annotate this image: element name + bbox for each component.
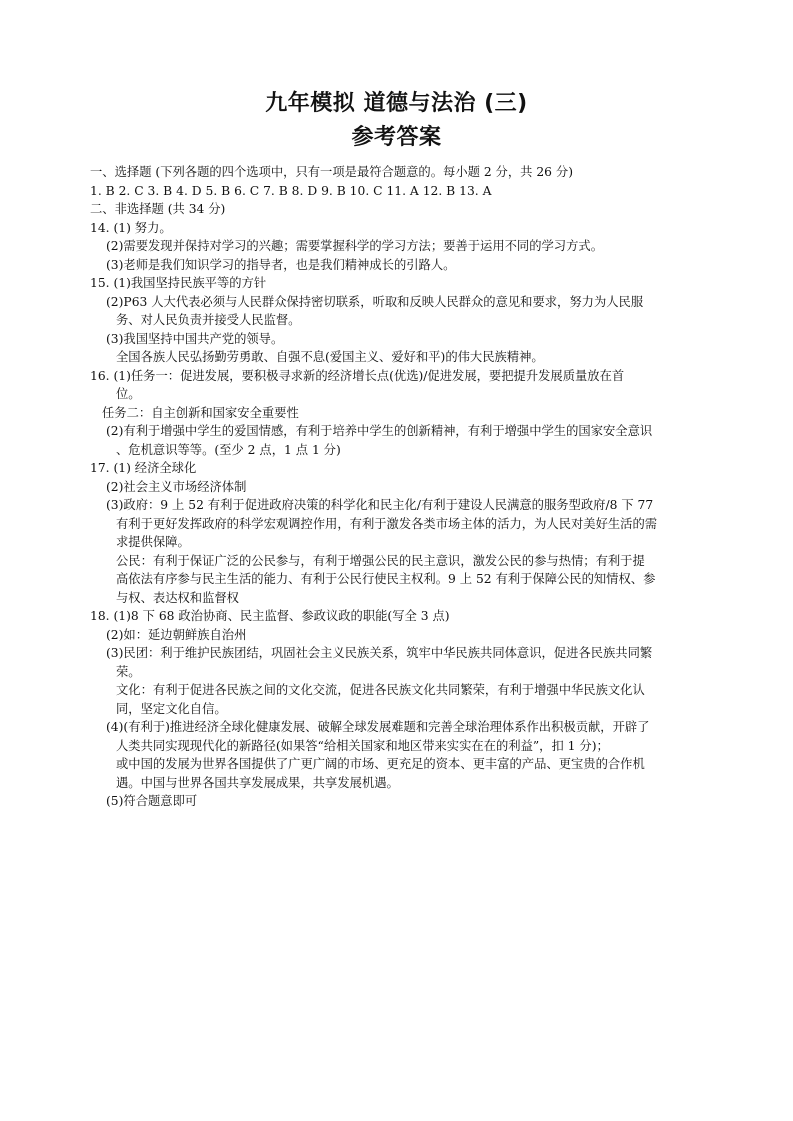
q14-part1: 14. (1) 努力。 bbox=[90, 220, 172, 235]
q15-part3: (3)我国坚持中国共产党的领导。 bbox=[106, 331, 284, 346]
q18-part4-cont1: 人类共同实现现代化的新路径(如果答“给相关国家和地区带来实实在在的利益”，扣 1 分)； bbox=[116, 738, 609, 753]
q17-part2: (2)社会主义市场经济体制 bbox=[106, 479, 247, 494]
q18-part4-cont3: 遇。中国与世界各国共享发展成果，共享发展机遇。 bbox=[116, 775, 399, 790]
answer-content bbox=[90, 163, 740, 811]
q16-task2: 任务二：自主创新和国家安全重要性 bbox=[102, 405, 299, 420]
q17-citizen-cont1: 高依法有序参与民主生活的能力、有利于公民行使民主权利。9 上 52 有利于保障公民的知情权、参 bbox=[116, 572, 656, 586]
q18-part2: (2)如：延边朝鲜族自治州 bbox=[106, 627, 247, 642]
q16-part1: 16. (1)任务一：促进发展，要积极寻求新的经济增长点(优选)/促进发展，要把提升发展质量放在首 bbox=[90, 368, 625, 383]
q18-culture: 文化：有利于促进各民族之间的文化交流，促进各民族文化共同繁荣，有利于增强中华民族文化认 bbox=[116, 683, 645, 697]
q17-part3-cont1: 有利于更好发挥政府的科学宏观调控作用，有利于激发各类市场主体的活力，为人民对美好生活的需 bbox=[116, 516, 658, 531]
document-title: 九年模拟 道德与法治 (三) bbox=[265, 91, 528, 116]
q16-part1-cont: 位。 bbox=[116, 387, 141, 401]
q18-part4: (4)(有利于)推进经济全球化健康发展、破解全球发展难题和完善全球治理体系作出积极贡献，开辟了 bbox=[106, 720, 650, 734]
q14-part3: (3)老师是我们知识学习的指导者，也是我们精神成长的引路人。 bbox=[106, 257, 456, 272]
section-heading-nonchoice: 二、非选择题 (共 34 分) bbox=[90, 202, 226, 216]
q17-part3: (3)政府：9 上 52 有利于促进政府决策的科学化和民主化/有利于建设人民满意的服务型政府/8 下 77 bbox=[106, 498, 654, 512]
q17-citizen: 公民：有利于保证广泛的公民参与，有利于增强公民的民主意识，激发公民的参与热情；有利于提 bbox=[116, 553, 645, 568]
q18-part5: (5)符合题意即可 bbox=[106, 794, 198, 808]
q18-part3-cont: 荣。 bbox=[116, 664, 141, 679]
q18-part3: (3)民团：利于维护民族团结，巩固社会主义民族关系，筑牢中华民族共同体意识，促进各民族共同繁 bbox=[106, 646, 653, 660]
q18-part4-cont2: 或中国的发展为世界各国提供了广更广阔的市场、更充足的资本、更丰富的产品、更宝贵的合作机 bbox=[116, 757, 645, 771]
q18-culture-cont: 同，坚定文化自信。 bbox=[116, 701, 227, 716]
q15-part2: (2)P63 人大代表必须与人民群众保持密切联系，听取和反映人民群众的意见和要求，努力为人民服 bbox=[106, 294, 644, 309]
q15-part3-cont: 全国各族人民弘扬勤劳勇敢、自强不息(爱国主义、爱好和平)的伟大民族精神。 bbox=[116, 350, 544, 364]
q18-part1: 18. (1)8 下 68 政治协商、民主监督、参政议政的职能(写全 3 点) bbox=[90, 609, 450, 623]
q16-part2-cont: 、危机意识等等。(至少 2 点，1 点 1 分) bbox=[116, 442, 341, 457]
choice-answers: 1. B 2. C 3. B 4. D 5. B 6. C 7. B 8. D 9. B 10. C 11. A 12. B 13. A bbox=[90, 183, 492, 198]
q14-part2: (2)需要发现并保持对学习的兴趣；需要掌握科学的学习方法；要善于运用不同的学习方式。 bbox=[106, 239, 603, 253]
q16-part2: (2)有利于增强中学生的爱国情感，有利于培养中学生的创新精神，有利于增强中学生的国家安全意识 bbox=[106, 424, 653, 438]
q17-part1: 17. (1) 经济全球化 bbox=[90, 461, 197, 475]
q17-citizen-cont2: 与权、表达权和监督权 bbox=[116, 590, 239, 605]
q15-part2-cont: 务、对人民负责并接受人民监督。 bbox=[116, 313, 301, 327]
q15-part1: 15. (1)我国坚持民族平等的方针 bbox=[90, 276, 267, 290]
document-subtitle: 参考答案 bbox=[351, 125, 442, 150]
q17-part3-cont2: 求提供保障。 bbox=[116, 535, 190, 549]
section-heading-choice: 一、选择题 (下列各题的四个选项中，只有一项是最符合题意的。每小题 2 分，共 26 分) bbox=[90, 165, 574, 179]
